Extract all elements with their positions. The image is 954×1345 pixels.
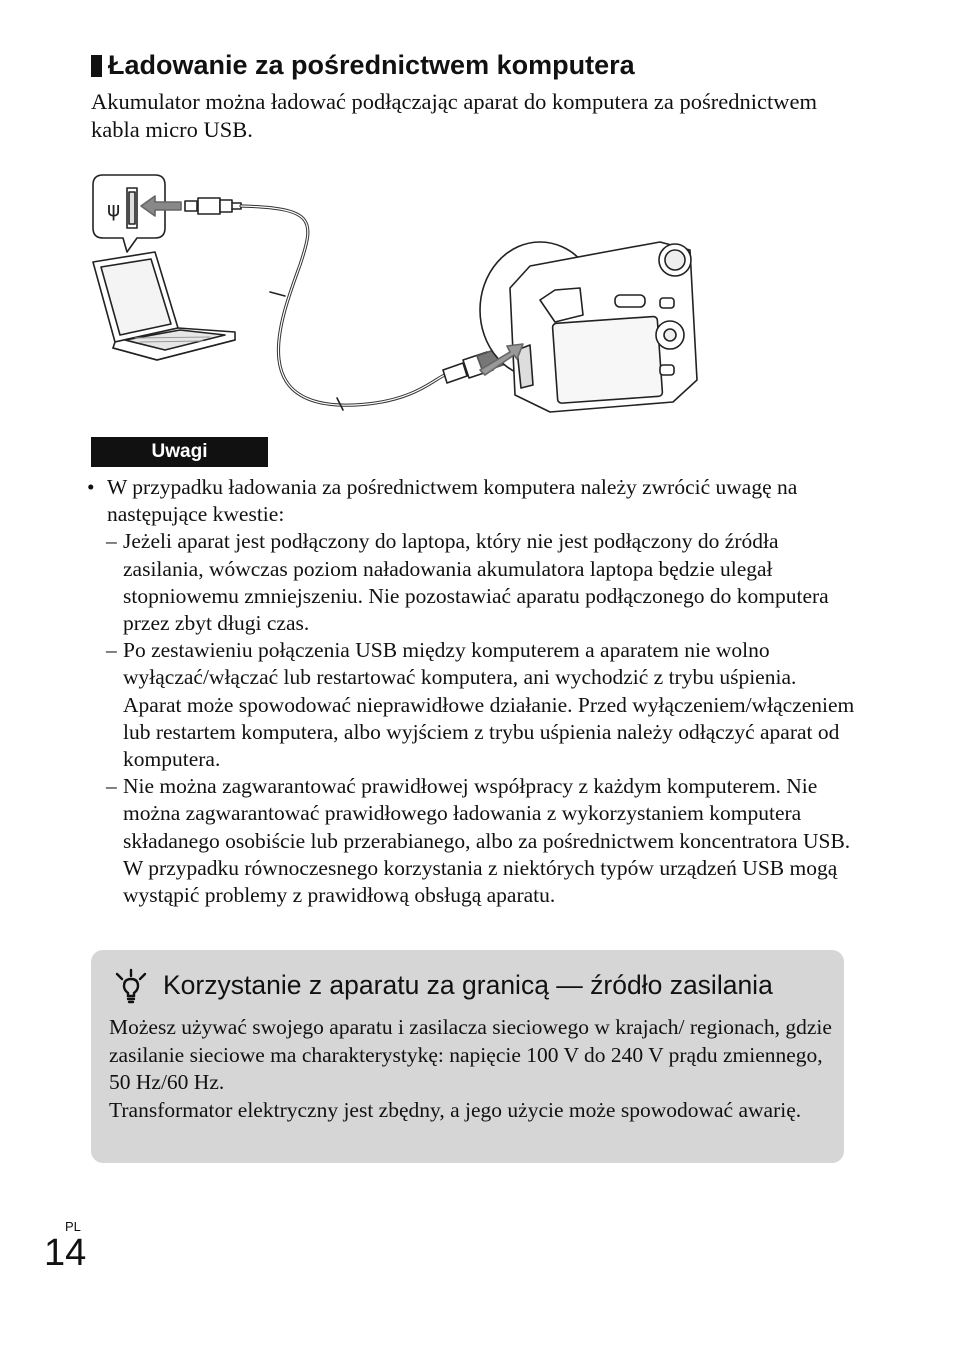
usb-cable	[241, 206, 445, 405]
tip-body-paragraph: Możesz używać swojego aparatu i zasilacza sieciowego w krajach/ regionach, gdzie zasilanie sieciowe ma charakterystykę: napięcie 100 V do 240 V prądu zmiennego, 50 Hz/60 Hz.	[109, 1015, 832, 1094]
tip-title: Korzystanie z aparatu za granicą — źródło zasilania	[163, 970, 773, 1000]
page-number: 14	[44, 1232, 87, 1274]
note-bullet-text: W przypadku ładowania za pośrednictwem komputera należy zwrócić uwagę na następujące kwestie:	[107, 475, 798, 527]
list-item	[87, 773, 857, 909]
intro-paragraph: Akumulator można ładować podłączając aparat do komputera za pośrednictwem kabla micro USB.	[91, 89, 817, 142]
dash-icon: –	[106, 529, 117, 554]
usb-plug-icon	[185, 198, 241, 214]
heading-marker-icon	[91, 55, 102, 77]
notes-label: Uwagi	[91, 437, 268, 467]
note-item-text: Po zestawieniu połączenia USB między komputerem a aparatem nie wolno wyłączać/włączać lub restartować komputera, ani wychodzić z trybu uśpienia. Aparat może spowodować nieprawidłowe działanie. Przed wyłączeniem/włączeniem lub restartem komputera, albo wyjściem z trybu uśpienia należy odłączyć aparat od komputera.	[123, 638, 855, 772]
section-heading	[91, 50, 635, 81]
note-item-text: Jeżeli aparat jest podłączony do laptopa, który nie jest podłączony do źródła zasilania, wówczas poziom naładowania akumulatora laptopa będzie ulegał stopniowemu zmniejszeniu. Nie pozostawiać aparatu podłączonego do komputera przez zbyt długi czas.	[123, 529, 829, 636]
tip-box	[91, 950, 844, 1163]
laptop-icon	[93, 252, 235, 360]
bullet-icon: •	[87, 475, 95, 499]
svg-text:ψ: ψ	[107, 197, 121, 221]
page-language-label: PL	[65, 1219, 81, 1234]
list-item	[87, 637, 857, 773]
section-heading-text: Ładowanie za pośrednictwem komputera	[108, 50, 635, 80]
dash-icon: –	[106, 774, 117, 799]
list-item	[87, 528, 857, 637]
tip-body-paragraph: Transformator elektryczny jest zbędny, a jego użycie może spowodować awarię.	[109, 1097, 802, 1122]
tip-body	[109, 1014, 834, 1124]
notes-list	[87, 474, 857, 909]
list-item	[87, 474, 857, 528]
camera-icon	[480, 242, 697, 412]
note-item-text: Nie można zagwarantować prawidłowej współpracy z każdym komputerem. Nie można zagwarantować prawidłowego ładowania z wykorzystaniem komputera składanego osobiście lub przerabianego, albo za pośrednictwem koncentratora USB. W przypadku równoczesnego korzystania z niektórych typów urządzeń USB mogą wystąpić problemy z prawidłową obsługą aparatu.	[123, 774, 851, 908]
dash-icon: –	[106, 638, 117, 663]
usb-connection-illustration	[85, 170, 725, 425]
lightbulb-icon	[113, 968, 149, 1009]
